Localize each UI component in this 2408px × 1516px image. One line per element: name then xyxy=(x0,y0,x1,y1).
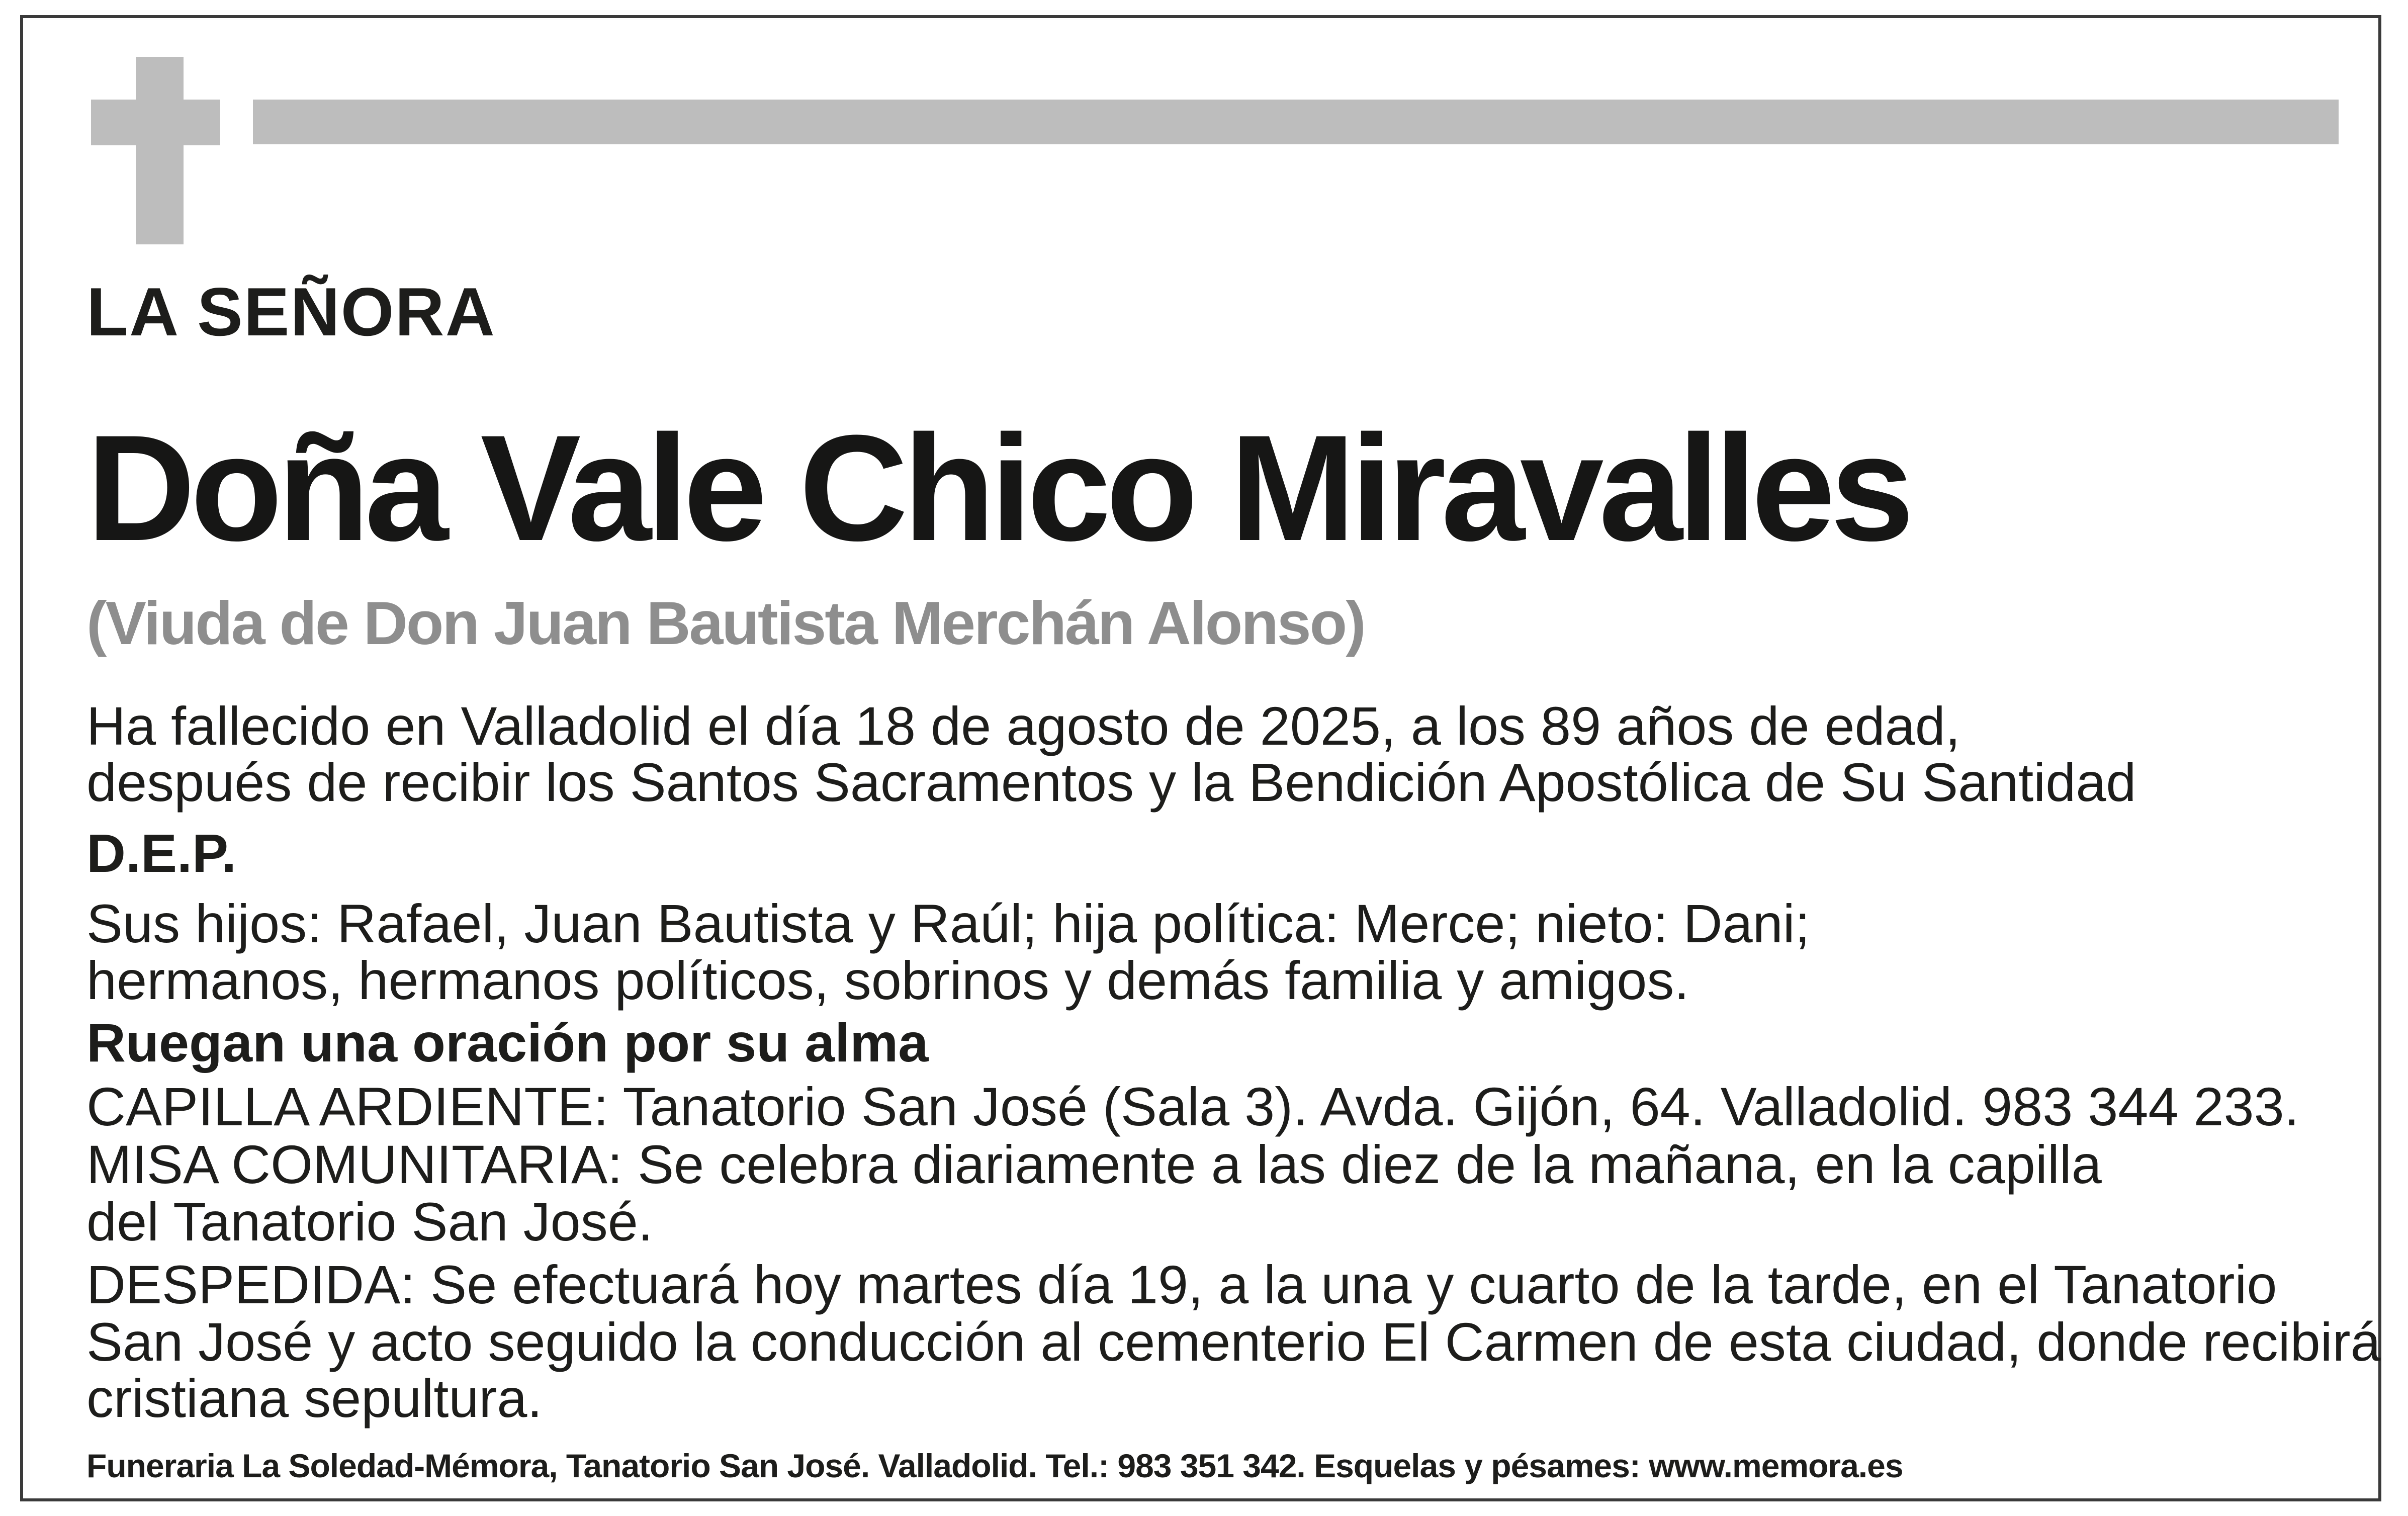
footer-funeral-home: Funeraria La Soledad-Mémora, Tanatorio San José. Valladolid. Tel.: 983 351 342. Esquelas y pésames: www.memora.es xyxy=(86,1447,1903,1484)
title-prefix: LA SEÑORA xyxy=(86,274,496,350)
misa-line-1: MISA COMUNITARIA: Se celebra diariamente a las diez de la mañana, en la capilla xyxy=(86,1134,2102,1195)
cross-vertical-bar xyxy=(136,57,184,244)
deceased-name: Doña Vale Chico Miravalles xyxy=(86,403,1909,572)
despedida-line-3: cristiana sepultura. xyxy=(86,1368,543,1429)
announcement-line-2: después de recibir los Santos Sacramentos y la Bendición Apostólica de Su Santidad xyxy=(86,752,2136,813)
family-line-2: hermanos, hermanos políticos, sobrinos y demás familia y amigos. xyxy=(86,950,1689,1011)
dep-line: D.E.P. xyxy=(86,823,237,883)
capilla-line: CAPILLA ARDIENTE: Tanatorio San José (Sala 3). Avda. Gijón, 64. Valladolid. 983 344 233. xyxy=(86,1076,2299,1137)
despedida-line-1: DESPEDIDA: Se efectuará hoy martes día 19, a la una y cuarto de la tarde, en el Tanatorio xyxy=(86,1254,2277,1315)
prayer-line: Ruegan una oración por su alma xyxy=(86,1012,929,1073)
despedida-line-2: San José y acto seguido la conducción al cementerio El Carmen de esta ciudad, donde recibirá xyxy=(86,1311,2381,1372)
misa-line-2: del Tanatorio San José. xyxy=(86,1191,653,1252)
announcement-line-1: Ha fallecido en Valladolid el día 18 de agosto de 2025, a los 89 años de edad, xyxy=(86,695,1960,756)
widow-of-line: (Viuda de Don Juan Bautista Merchán Alonso) xyxy=(86,589,1365,657)
family-line-1: Sus hijos: Rafael, Juan Bautista y Raúl; hija política: Merce; nieto: Dani; xyxy=(86,893,1810,954)
header-rule xyxy=(253,100,2339,144)
cross-horizontal-bar xyxy=(91,100,220,145)
